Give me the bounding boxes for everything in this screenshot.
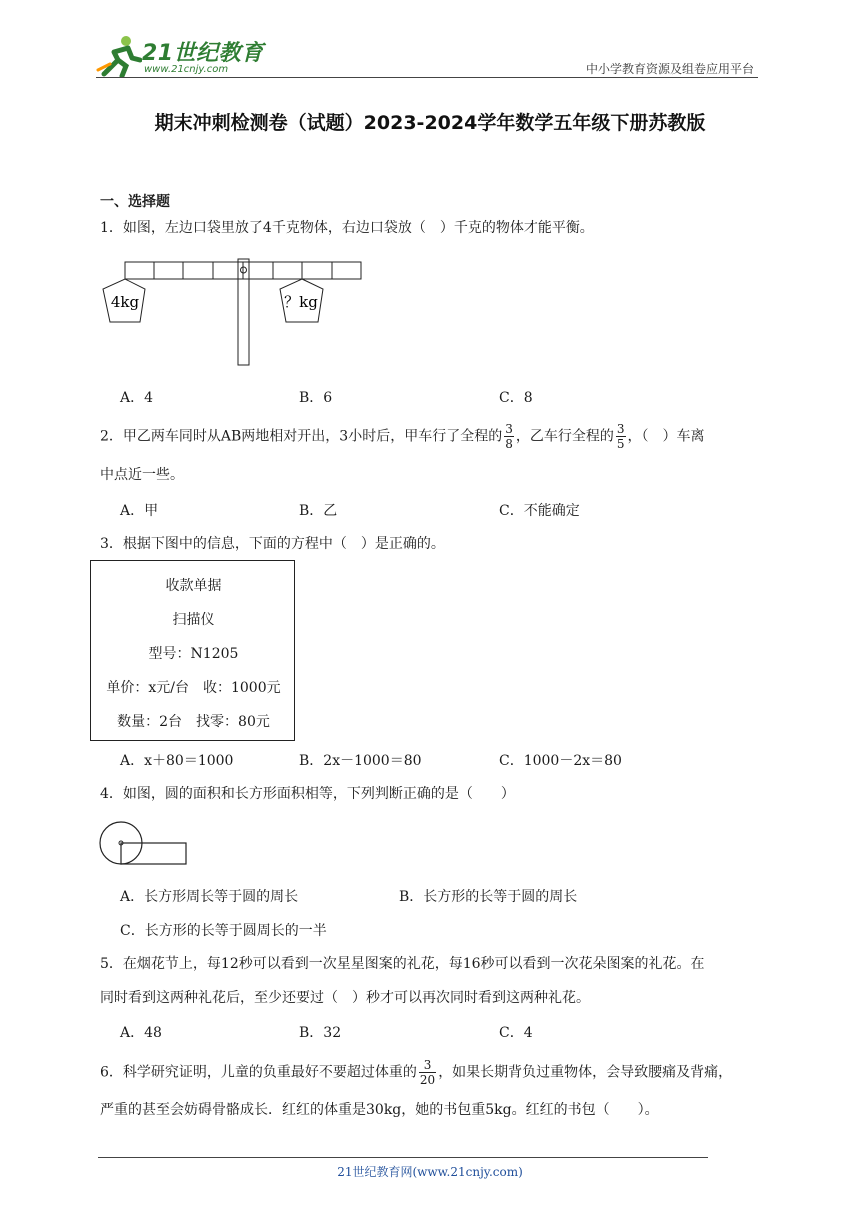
q2-frac2-den: 5 bbox=[616, 437, 625, 451]
balance-beam bbox=[125, 262, 361, 279]
q1-option-b[interactable]: B．6 bbox=[299, 390, 333, 406]
question-6-line-2: 严重的甚至会妨碍骨骼成长．红红的体重是30kg，她的书包重5kg。红红的书包（ ）。 bbox=[100, 1102, 659, 1118]
receipt-box bbox=[90, 560, 295, 741]
brand-name: 21世纪教育 bbox=[142, 41, 264, 66]
q6-text-a: 6．科学研究证明，儿童的负重最好不要超过体重的 bbox=[100, 1064, 417, 1081]
receipt-quantity: 数量：2台 找零：80元 bbox=[117, 714, 270, 730]
q6-frac-den: 20 bbox=[419, 1073, 436, 1087]
q5-option-c[interactable]: C．4 bbox=[499, 1025, 533, 1041]
logo bbox=[96, 34, 266, 80]
runner-logo-icon bbox=[96, 34, 142, 78]
circle-rectangle-figure bbox=[98, 820, 190, 868]
header-divider bbox=[96, 77, 758, 78]
q2-text-c: ，（ ）车离 bbox=[627, 428, 705, 445]
balance-figure bbox=[98, 255, 368, 367]
q3-option-a[interactable]: A．x＋80＝1000 bbox=[120, 753, 234, 769]
receipt-item: 扫描仪 bbox=[172, 612, 215, 628]
q2-fraction-2 bbox=[616, 422, 626, 451]
right-bag-label: ？kg bbox=[284, 293, 318, 311]
footer-link[interactable]: 21世纪教育网(www.21cnjy.com) bbox=[337, 1165, 523, 1179]
question-5-line-2: 同时看到这两种礼花后，至少还要过（ ）秒才可以再次同时看到这两种礼花。 bbox=[100, 990, 590, 1006]
q4-option-c[interactable]: C．长方形的长等于圆周长的一半 bbox=[120, 923, 327, 939]
page-title: 期末冲刺检测卷（试题）2023-2024学年数学五年级下册苏教版 bbox=[154, 112, 706, 134]
question-6-text bbox=[100, 1058, 780, 1087]
question-3-text: 3．根据下图中的信息，下面的方程中（ ）是正确的。 bbox=[100, 536, 445, 552]
q5-option-b[interactable]: B．32 bbox=[299, 1025, 342, 1041]
q5-option-a[interactable]: A．48 bbox=[120, 1025, 162, 1041]
platform-label: 中小学教育资源及组卷应用平台 bbox=[585, 62, 754, 76]
q2-text-b: ，乙车行全程的 bbox=[515, 428, 614, 445]
receipt-title: 收款单据 bbox=[165, 578, 222, 594]
q3-option-b[interactable]: B．2x－1000＝80 bbox=[299, 753, 422, 769]
q2-option-c[interactable]: C．不能确定 bbox=[499, 503, 580, 519]
left-bag-label: 4kg bbox=[110, 293, 140, 311]
rectangle-shape bbox=[121, 843, 186, 864]
q2-option-a[interactable]: A．甲 bbox=[120, 503, 159, 519]
section-heading: 一、选择题 bbox=[100, 194, 170, 210]
q6-text-b: ，如果长期背负过重物体，会导致腰痛及背痛， bbox=[438, 1064, 733, 1081]
q2-frac1-den: 8 bbox=[505, 437, 513, 451]
q2-frac1-num: 3 bbox=[505, 422, 513, 436]
brand-url: www.21cnjy.com bbox=[144, 64, 229, 75]
q2-text-d: 中点近一些。 bbox=[100, 467, 184, 483]
q2-fraction-1 bbox=[504, 422, 514, 451]
question-2-text bbox=[100, 422, 770, 451]
q1-option-a[interactable]: A．4 bbox=[120, 390, 154, 406]
q6-fraction bbox=[419, 1058, 436, 1087]
q2-frac2-num: 3 bbox=[616, 422, 625, 436]
receipt-price: 单价：x元/台 收：1000元 bbox=[106, 680, 281, 696]
q4-option-b[interactable]: B．长方形的长等于圆的周长 bbox=[399, 889, 578, 905]
q2-option-b[interactable]: B．乙 bbox=[299, 503, 338, 519]
question-4-text: 4．如图，圆的面积和长方形面积相等，下列判断正确的是（ ） bbox=[100, 786, 515, 802]
q6-frac-num: 3 bbox=[419, 1058, 436, 1073]
q1-option-c[interactable]: C．8 bbox=[499, 390, 533, 406]
footer-divider bbox=[98, 1157, 708, 1158]
q2-text-a: 2．甲乙两车同时从AB两地相对开出，3小时后，甲车行了全程的 bbox=[100, 428, 503, 445]
question-5-line-1: 5．在烟花节上，每12秒可以看到一次星星图案的礼花，每16秒可以看到一次花朵图案的礼花。在 bbox=[100, 956, 705, 972]
receipt-model: 型号：N1205 bbox=[148, 646, 239, 662]
q3-option-c[interactable]: C．1000－2x＝80 bbox=[499, 753, 622, 769]
question-1-text: 1．如图，左边口袋里放了4千克物体，右边口袋放（ ）千克的物体才能平衡。 bbox=[100, 220, 594, 236]
q4-option-a[interactable]: A．长方形周长等于圆的周长 bbox=[120, 889, 299, 905]
